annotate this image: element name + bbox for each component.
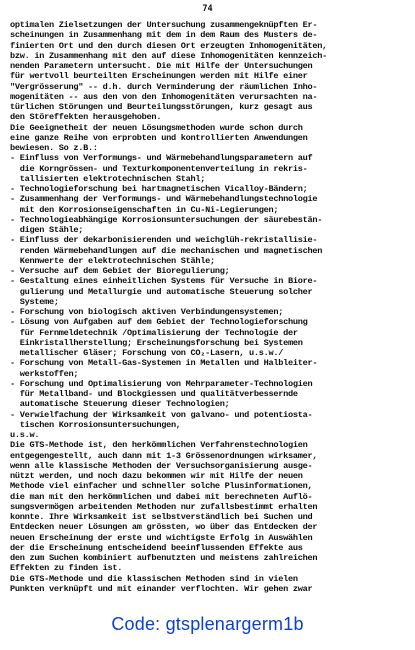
text-line: - Forschung von biologisch aktiven Verbindungensystemen;	[10, 307, 284, 317]
text-line: - Zusammenhang der Verformungs- und Wärmebehandlungstechnologie	[10, 194, 318, 205]
text-line: gulierung und Metallurgie und automatische Steuerung solcher	[10, 286, 313, 297]
text-line: - Forschung von Metall-Gas-Systemen in Metallen und Halbleiter-	[10, 358, 318, 369]
text-line: renden Wärmebehandlungen auf die mechanischen und magnetischen	[10, 245, 323, 256]
text-line: tallisierten elektrotechnischen Stahl;	[10, 173, 206, 184]
text-line: scheinungen in Zusammenhang mit dem in dem Raum des Musters de-	[10, 30, 318, 41]
text-line: metallischer Gläser; Forschung von CO₂-Lasern, u.s.w./	[10, 348, 284, 358]
code-label: Code: gtsplenargerm1b	[111, 614, 304, 634]
text-line: - Technologieabhängige Korrosionsuntersuchungen der säurebestän-	[10, 214, 323, 225]
text-line: - Technologieforschung bei hartmagnetischen Vicalloy-Bändern;	[10, 184, 308, 194]
text-line: - Einfluss von Verformungs- und Wärmebehandlungsparametern auf	[10, 153, 313, 164]
text-line: Systeme;	[10, 296, 59, 307]
text-line: u.s.w.	[10, 430, 40, 440]
text-line: Entdecken neuer Lösungen am grössten, wo über das Entdecken der	[10, 522, 318, 533]
text-line: "Vergrösserung" -- d.h. durch Verminderung der räumlichen Inho-	[10, 81, 318, 92]
text-line: Punkten verknüpft und mit einander verflochten. Wir gehen zwar	[10, 583, 313, 594]
text-line: - Gestaltung eines einheitlichen Systems für Versuche in Biore-	[10, 276, 318, 287]
text-line: Einkristallherstellung; Erscheinungsforschung bei Systemen	[10, 337, 303, 348]
text-line: für wertvoll beurteilten Erscheinungen werden mit Hilfe einer	[10, 71, 308, 82]
text-line: wenn alle klassische Methoden der Versuchsorganisierung ausge-	[10, 460, 313, 471]
text-line: für Metallband- und Blockgiessen und qualitätverbessernde	[10, 389, 298, 399]
text-line: konnte. Ihre Wirksamkeit ist selbstverständlich bei Suchen und	[10, 512, 313, 522]
text-line: optimalen Zielsetzungen der Untersuchung zusammengeknüpften Er-	[10, 20, 318, 30]
text-line: für Fernmeldetechnik /Optimalisierung der Technologie der	[10, 327, 298, 338]
text-line: finierten Ort und den durch diesen Ort erzeugten Inhomogenitäten,	[10, 40, 328, 51]
text-line: den Störeffekten herausgehoben.	[10, 112, 162, 123]
text-line: Methode viel einfacher und schneller solche Plusinformationen,	[10, 481, 313, 492]
text-line: sungsvermögen arbeitenden Methoden nur zufallsbestimmt erhalten	[10, 501, 318, 512]
text-line: mogenitäten -- aus den von den Inhomogenitäten verursachten na-	[10, 91, 318, 102]
text-line: Die Geeignetheit der neuen Lösungsmethoden wurde schon durch	[10, 122, 303, 133]
text-line: eine ganze Reihe von erprobten und kontrollierten Anwendungen	[10, 132, 308, 143]
text-line: automatische Steuerung dieser Technologien;	[10, 399, 230, 410]
text-line: den zum Suchen kombiniert aufbenutzten und meistens zahlreichen	[10, 553, 318, 563]
text-line: die man mit den herkömmlichen und dabei mit berechneten Auflö-	[10, 491, 313, 502]
text-line: die Korngrössen- und Texturkomponentenverteilung in rekris-	[10, 163, 308, 174]
page-number: 74	[202, 4, 213, 14]
text-line: Die GTS-Methode ist, den herkömmlichen Verfahrenstechnologien	[10, 440, 308, 451]
text-line: tischen Korrosionsuntersuchungen,	[10, 419, 181, 430]
body-text	[10, 20, 408, 594]
text-line: Die GTS-Methode und die klassischen Methoden sind in vielen	[10, 573, 298, 584]
text-line: türlichen Störungen und Beurteilungsstörungen, kurz gesagt aus	[10, 102, 313, 112]
text-line: bzw. in Zusammenhang mit den auf diese Inhomogenitäten kennzeich-	[10, 50, 328, 61]
text-line: nenden Parametern untersucht. Die mit Hilfe der Untersuchungen	[10, 61, 313, 71]
text-line: - Einfluss der dekarbonisierenden und weichglüh-rekristallisie-	[10, 235, 318, 246]
text-line: - Lösung von Aufgaben auf dem Gebiet der Technologieforschung	[10, 317, 308, 328]
text-line: entgegengestellt, auch dann mit 1-3 Grössenordnungen wirksamer,	[10, 450, 318, 461]
text-line: digen Stähle;	[10, 225, 84, 235]
text-line: nützt werden, und noch dazu bekommen wir mit Hilfe der neuen	[10, 471, 303, 481]
text-line: - Versuche auf dem Gebiet der Bioregulierung;	[10, 266, 230, 276]
text-line: - Verwielfachung der Wirksamkeit von galvano- und potentiosta-	[10, 409, 313, 420]
text-line: bewiesen. So z.B.:	[10, 143, 98, 153]
text-line: neuen Erscheinung der erste und wichtigste Erfolg in Auswählen	[10, 532, 313, 543]
text-line: - Forschung und Optimalisierung von Mehrparameter-Technologien	[10, 378, 313, 389]
text-line: der die Erscheinung entscheidend beeinflussenden Effekte aus	[10, 542, 303, 553]
text-line: Kennwerte der elektrotechnischen Stähle;	[10, 255, 215, 266]
text-line: werkstoffen;	[10, 368, 79, 379]
text-line: mit den Korrosionseigenschaften in Cu-Ni-Legierungen;	[10, 204, 279, 215]
text-line: Effekten zu finden ist.	[10, 563, 123, 574]
